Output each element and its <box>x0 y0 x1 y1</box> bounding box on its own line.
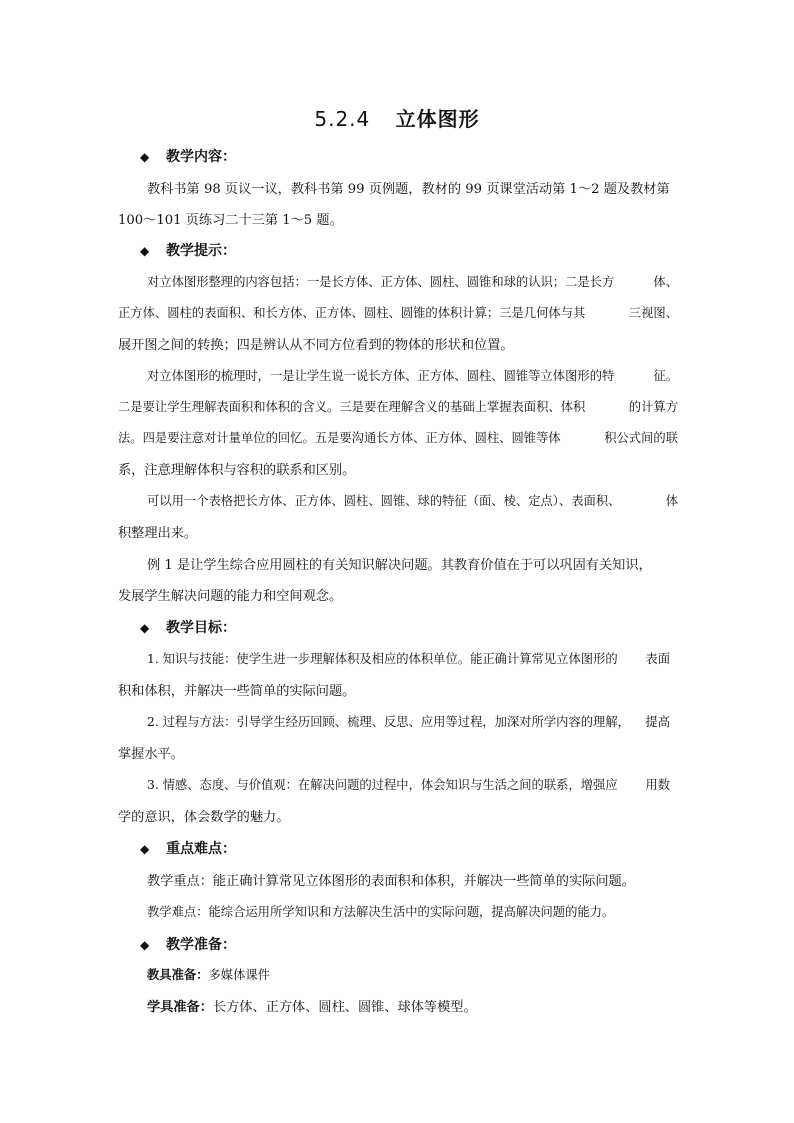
goals-item-2-line-1: 2. 过程与方法：引导学生经历回顾、梳理、反思、应用等过程，加深对所学内容的理解， 提高 <box>147 715 670 729</box>
content-line-1: 教科书第 98 页议一议，教科书第 99 页例题，教材的 99 页课堂活动第 1～2 题及教材第 <box>147 182 670 197</box>
student-preparation-label: 学具准备： <box>147 1000 213 1015</box>
diamond-bullet-icon: ◆ <box>140 244 150 258</box>
teaching-difficulty: 教学难点：能综合运用所学知识和方法解决生活中的实际问题，提高解决问题的能力。 <box>147 905 615 919</box>
goals-item-1-line-1: 1. 知识与技能：使学生进一步理解体积及相应的体积单位。能正确计算常见立体图形的 表面 <box>147 652 670 666</box>
hints-p1-line-2: 正方体、圆柱的表面积、和长方体、正方体、圆柱、圆锥的体积计算；三是几何体与其 三视图、 <box>118 306 678 320</box>
hints-p4-line-2: 发展学生解决问题的能力和空间观念。 <box>118 589 343 604</box>
teaching-focus: 教学重点：能正确计算常见立体图形的表面积和体积，并解决一些简单的实际问题。 <box>147 874 635 889</box>
hints-p4-line-1: 例 1 是让学生综合应用圆柱的有关知识解决问题。其教育价值在于可以巩固有关知识， <box>147 558 652 573</box>
diamond-bullet-icon: ◆ <box>140 150 150 164</box>
section-title: 立体图形 <box>395 107 480 131</box>
hints-p3-line-2: 积整理出来。 <box>118 526 198 541</box>
hints-p1-line-3: 展开图之间的转换；四是辨认从不同方位看到的物体的形状和位置。 <box>118 338 514 353</box>
heading-preparation: ◆ 教学准备： <box>140 937 236 953</box>
hints-p3-line-1: 可以用一个表格把长方体、正方体、圆柱、圆锥、球的特征（面、棱、定点）、表面积、 体 <box>147 494 678 508</box>
goals-item-3-line-2: 学的意识，体会数学的魅力。 <box>118 810 290 825</box>
diamond-bullet-icon: ◆ <box>140 842 150 856</box>
heading-hints: ◆ 教学提示： <box>140 243 236 259</box>
teacher-preparation <box>147 965 707 983</box>
teacher-preparation-value: 多媒体课件 <box>208 968 270 982</box>
section-number: 5.2.4 <box>314 107 371 131</box>
heading-key-points: ◆ 重点难点： <box>140 841 236 857</box>
content-line-2: 100～101 页练习二十三第 1～5 题。 <box>118 213 343 228</box>
hints-p2-line-1: 对立体图形的梳理时，一是让学生说一说长方体、正方体、圆柱、圆锥等立体图形的特 征。 <box>147 369 678 383</box>
page-title <box>0 103 794 132</box>
diamond-bullet-icon: ◆ <box>140 621 150 635</box>
hints-p2-line-4: 系，注意理解体积与容积的联系和区别。 <box>118 463 356 478</box>
goals-item-1-line-2: 积和体积，并解决一些简单的实际问题。 <box>118 684 356 699</box>
goals-item-2-line-2: 掌握水平。 <box>118 747 184 762</box>
teacher-preparation-label: 教具准备： <box>147 967 209 982</box>
hints-p1-line-1: 对立体图形整理的内容包括：一是长方体、正方体、圆柱、圆锥和球的认识；二是长方 体、 <box>147 275 678 289</box>
goals-item-3-line-1: 3. 情感、态度、与价值观：在解决问题的过程中，体会知识与生活之间的联系，增强应 用数 <box>147 778 670 792</box>
heading-content: ◆ 教学内容： <box>140 149 236 165</box>
heading-goals: ◆ 教学目标： <box>140 620 236 636</box>
student-preparation <box>147 996 707 1015</box>
student-preparation-value: 长方体、正方体、圆柱、圆锥、球体等模型。 <box>212 1000 477 1015</box>
hints-p2-line-3: 法。四是要注意对计量单位的回忆。五是要沟通长方体、正方体、圆柱、圆锥等体 积公式间的联 <box>118 431 678 445</box>
hints-p2-line-2: 二是要让学生理解表面积和体积的含义。三是要在理解含义的基础上掌握表面积、体积 的计算方 <box>118 400 678 414</box>
diamond-bullet-icon: ◆ <box>140 938 150 952</box>
